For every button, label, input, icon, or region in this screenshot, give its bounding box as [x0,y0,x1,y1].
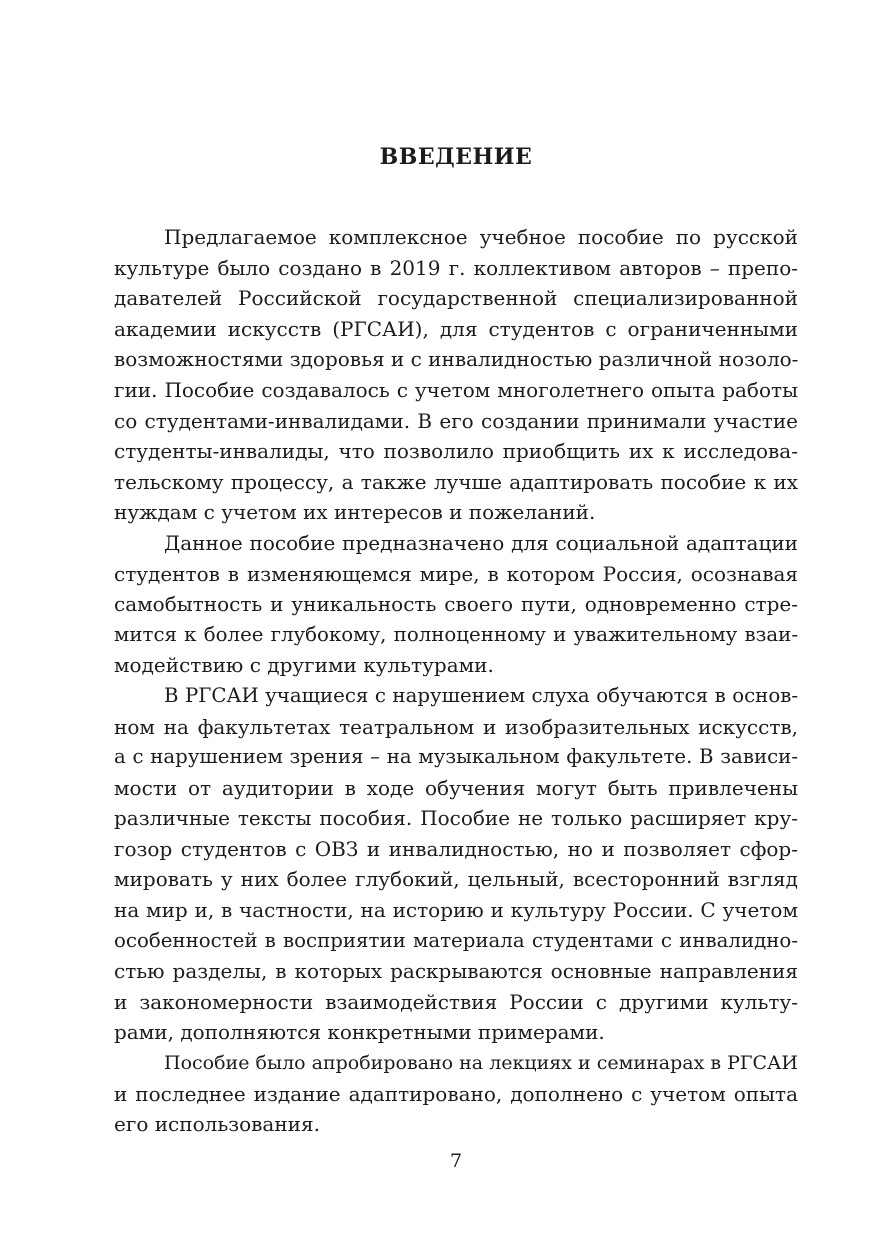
text-line: студентов в изменяющемся мире, в котором Россия, осознавая [114,561,798,586]
text-line: В РГСАИ учащиеся с нарушением слуха обучаются в основ- [164,683,798,707]
text-line: мости от аудитории в ходе обучения могут быть привлечены [114,775,798,800]
text-line: а с нарушением зрения – на музыкальном факультете. В зависи- [114,745,798,769]
text-line: его использования. [114,1112,320,1137]
text-line: возможностями здоровья и с инвалидностью различной нозоло- [114,347,799,372]
text-line: мится к более глубокому, полноценному и уважительному взаи- [114,622,798,646]
text-line: мировать у них более глубокий, цельный, всесторонний взгляд [114,867,798,892]
text-line: гозор студентов с ОВЗ и инвалидностью, но и позволяет сфор- [114,836,798,861]
text-line: стью разделы, в которых раскрываются основные направления [114,959,798,984]
text-line: рами, дополняются конкретными примерами. [114,1020,605,1045]
text-line: Пособие было апробировано на лекциях и семинарах в РГСАИ [164,1052,798,1075]
text-line: модействию с другими культурами. [114,653,494,678]
text-line: гии. Пособие создавалось с учетом многолетнего опыта работы [114,377,798,402]
body-text [114,222,798,1140]
text-line: со студентами-инвалидами. В его создании принимали участие [114,408,798,433]
page-title: ВВЕДЕНИЕ [379,144,533,170]
text-line: особенностей в восприятии материала студентами с инвалидно- [114,928,798,952]
text-line: Предлагаемое комплексное учебное пособие по русской [164,225,798,249]
text-line: различные тексты пособия. Пособие не только расширяет кру- [114,806,798,831]
text-line: давателей Российской государственной специализированной [114,286,798,311]
text-line: ном на факультетах театральном и изобразительных искусств, [114,714,798,739]
text-line: студенты-инвалиды, что позволило приобщить их к исследова- [114,439,798,464]
text-line: и последнее издание адаптировано, дополнено с учетом опыта [114,1081,798,1106]
text-line: самобытность и уникальность своего пути, одновременно стре- [114,592,798,617]
text-line: академии искусств (РГСАИ), для студентов с ограниченными [114,316,798,341]
text-line: Данное пособие предназначено для социальной адаптации [164,530,798,555]
text-line: и закономерности взаимодействия России с другими культу- [114,989,798,1014]
page-number: 7 [449,1150,463,1172]
text-line: на мир и, в частности, на историю и культуру России. С учетом [114,898,798,923]
text-line: культуре было создано в 2019 г. коллективом авторов – препо- [114,255,798,280]
text-line: тельскому процессу, а также лучше адаптировать пособие к их [114,469,798,494]
text-line: нуждам с учетом их интересов и пожеланий. [114,500,596,525]
